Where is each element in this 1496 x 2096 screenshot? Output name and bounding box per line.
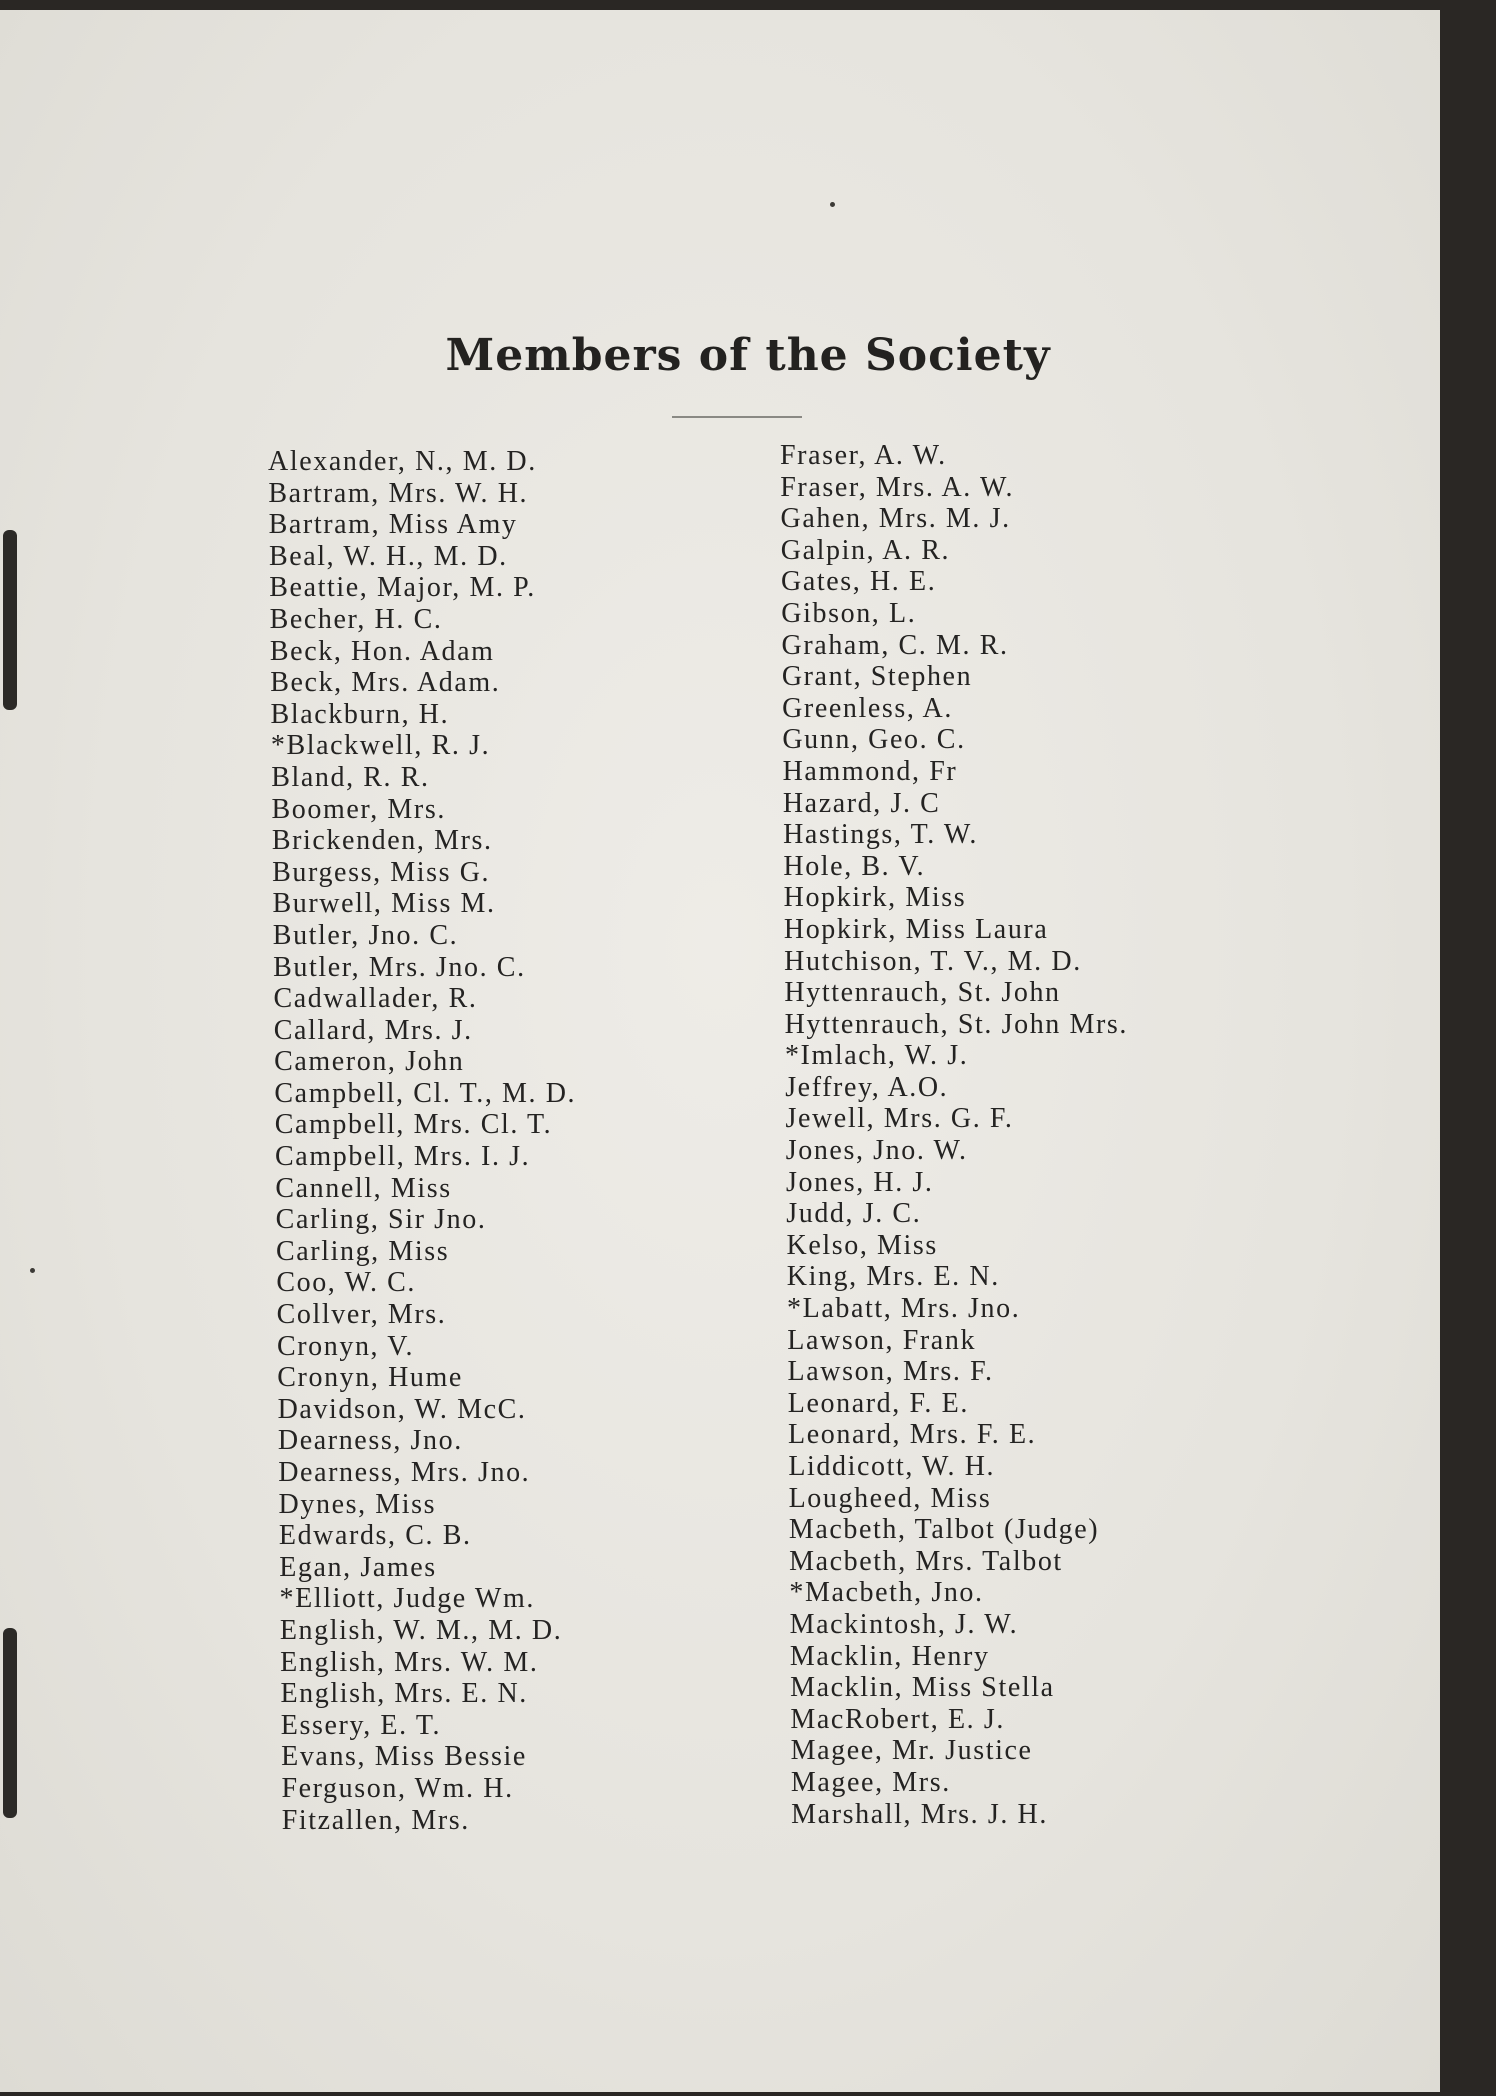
member-entry: Macklin, Henry	[789, 1640, 990, 1672]
member-entry: Leonard, F. E.	[787, 1387, 969, 1419]
members-list-left	[268, 446, 576, 1836]
member-entry: Hazard, J. C	[782, 787, 941, 819]
member-entry: Macklin, Miss Stella	[790, 1672, 1055, 1704]
member-entry: Fraser, Mrs. A. W.	[780, 471, 1015, 503]
member-entry: Grant, Stephen	[781, 661, 973, 693]
member-entry: Cronyn, V.	[276, 1330, 415, 1362]
binding-stitch-bottom	[3, 1628, 17, 1818]
member-entry: MacRobert, E. J.	[790, 1703, 1005, 1735]
member-entry: Fraser, A. W.	[780, 440, 947, 471]
member-entry: Kelso, Miss	[786, 1229, 938, 1261]
member-entry: Alexander, N., M. D.	[268, 446, 537, 477]
member-entry: Jewell, Mrs. G. F.	[785, 1103, 1014, 1135]
member-entry: Ferguson, Wm. H.	[281, 1772, 514, 1804]
member-entry: *Blackwell, R. J.	[270, 730, 491, 762]
member-entry: Dearness, Jno.	[277, 1425, 463, 1457]
member-entry: Cannell, Miss	[275, 1172, 452, 1204]
member-entry: Gunn, Geo. C.	[782, 724, 966, 756]
member-entry: English, W. M., M. D.	[279, 1614, 563, 1646]
member-entry: Burwell, Miss M.	[272, 888, 496, 920]
member-entry: Carling, Sir Jno.	[275, 1204, 487, 1236]
member-entry: Hammond, Fr	[782, 755, 958, 787]
member-entry: Edwards, C. B.	[278, 1520, 472, 1552]
member-entry: Hopkirk, Miss	[783, 882, 967, 914]
member-entry: Leonard, Mrs. F. E.	[788, 1419, 1037, 1451]
member-entry: Macbeth, Mrs. Talbot	[789, 1545, 1063, 1577]
speck	[830, 202, 835, 207]
member-entry: Campbell, Cl. T., M. D.	[274, 1077, 577, 1109]
member-entry: Cadwallader, R.	[273, 983, 478, 1015]
member-entry: Coo, W. C.	[276, 1267, 417, 1299]
member-entry: Gibson, L.	[781, 597, 917, 629]
member-entry: Callard, Mrs. J.	[273, 1014, 473, 1046]
member-entry: Gates, H. E.	[781, 566, 937, 598]
member-entry: Fitzallen, Mrs.	[281, 1804, 470, 1836]
member-entry: Blackburn, H.	[270, 698, 450, 730]
member-entry: Egan, James	[279, 1551, 437, 1583]
member-entry: English, Mrs. W. M.	[280, 1646, 539, 1678]
member-entry: Hyttenrauch, St. John Mrs.	[784, 1008, 1129, 1040]
member-entry: Brickenden, Mrs.	[271, 825, 493, 857]
member-entry: Jones, Jno. W.	[785, 1135, 968, 1167]
member-entry: Cameron, John	[274, 1046, 465, 1078]
member-entry: Butler, Mrs. Jno. C.	[273, 951, 526, 983]
member-entry: Jones, H. J.	[785, 1166, 934, 1198]
member-entry: Magee, Mr. Justice	[790, 1735, 1033, 1767]
binding-stitch-top	[3, 530, 17, 710]
member-entry: Lawson, Frank	[787, 1324, 977, 1356]
member-entry: Galpin, A. R.	[780, 534, 951, 566]
member-entry: Mackintosh, J. W.	[789, 1608, 1019, 1640]
members-list-right	[780, 440, 1128, 1830]
title-divider	[672, 416, 802, 418]
member-entry: Hutchison, T. V., M. D.	[784, 945, 1082, 977]
member-entry: Boomer, Mrs.	[271, 793, 446, 825]
member-entry: Campbell, Mrs. Cl. T.	[274, 1109, 553, 1141]
member-entry: King, Mrs. E. N.	[786, 1261, 1000, 1293]
member-entry: Liddicott, W. H.	[788, 1451, 996, 1482]
page-sheet	[0, 10, 1440, 2092]
member-entry: Beal, W. H., M. D.	[268, 540, 508, 572]
member-entry: Hyttenrauch, St. John	[784, 977, 1061, 1009]
member-entry: Bartram, Mrs. W. H.	[268, 477, 529, 509]
member-entry: Graham, C. M. R.	[781, 629, 1009, 661]
member-entry: Carling, Miss	[276, 1235, 450, 1267]
member-entry: Marshall, Mrs. J. H.	[791, 1798, 1048, 1830]
member-entry: Dynes, Miss	[278, 1488, 437, 1520]
member-entry: Burgess, Miss G.	[272, 856, 491, 888]
member-entry: Beattie, Major, M. P.	[269, 572, 536, 604]
member-entry: Bartram, Miss Amy	[268, 509, 518, 541]
member-entry: Hole, B. V.	[783, 850, 926, 882]
member-entry: Cronyn, Hume	[277, 1362, 463, 1394]
member-entry: *Labatt, Mrs. Jno.	[787, 1293, 1021, 1325]
member-entry: Gahen, Mrs. M. J.	[780, 503, 1011, 535]
member-entry: Greenless, A.	[782, 692, 953, 724]
member-entry: Dearness, Mrs. Jno.	[278, 1457, 531, 1488]
member-entry: Evans, Miss Bessie	[281, 1741, 527, 1773]
member-entry: Macbeth, Talbot (Judge)	[788, 1514, 1100, 1546]
member-entry: Magee, Mrs.	[790, 1766, 951, 1798]
member-entry: Becher, H. C.	[269, 603, 443, 635]
member-entry: Hopkirk, Miss Laura	[783, 913, 1049, 945]
member-entry: Lawson, Mrs. F.	[787, 1356, 994, 1388]
member-entry: Bland, R. R.	[271, 761, 430, 793]
member-entry: Lougheed, Miss	[788, 1482, 992, 1514]
speck	[30, 1268, 35, 1273]
page-title: Members of the Society	[445, 330, 1051, 381]
member-entry: Judd, J. C.	[786, 1198, 922, 1230]
member-entry: English, Mrs. E. N.	[280, 1678, 528, 1710]
member-entry: Davidson, W. McC.	[277, 1393, 527, 1425]
member-entry: Butler, Jno. C.	[272, 919, 459, 951]
member-entry: Campbell, Mrs. I. J.	[275, 1141, 531, 1173]
member-entry: Beck, Hon. Adam	[269, 635, 495, 667]
member-entry: Essery, E. T.	[280, 1709, 442, 1741]
member-entry: Beck, Mrs. Adam.	[270, 667, 501, 699]
member-entry: *Imlach, W. J.	[784, 1040, 969, 1072]
member-entry: Collver, Mrs.	[276, 1299, 447, 1331]
member-entry: *Macbeth, Jno.	[789, 1577, 984, 1609]
member-entry: Jeffrey, A.O.	[785, 1071, 949, 1103]
member-entry: Hastings, T. W.	[783, 819, 978, 851]
member-entry: *Elliott, Judge Wm.	[279, 1583, 535, 1615]
